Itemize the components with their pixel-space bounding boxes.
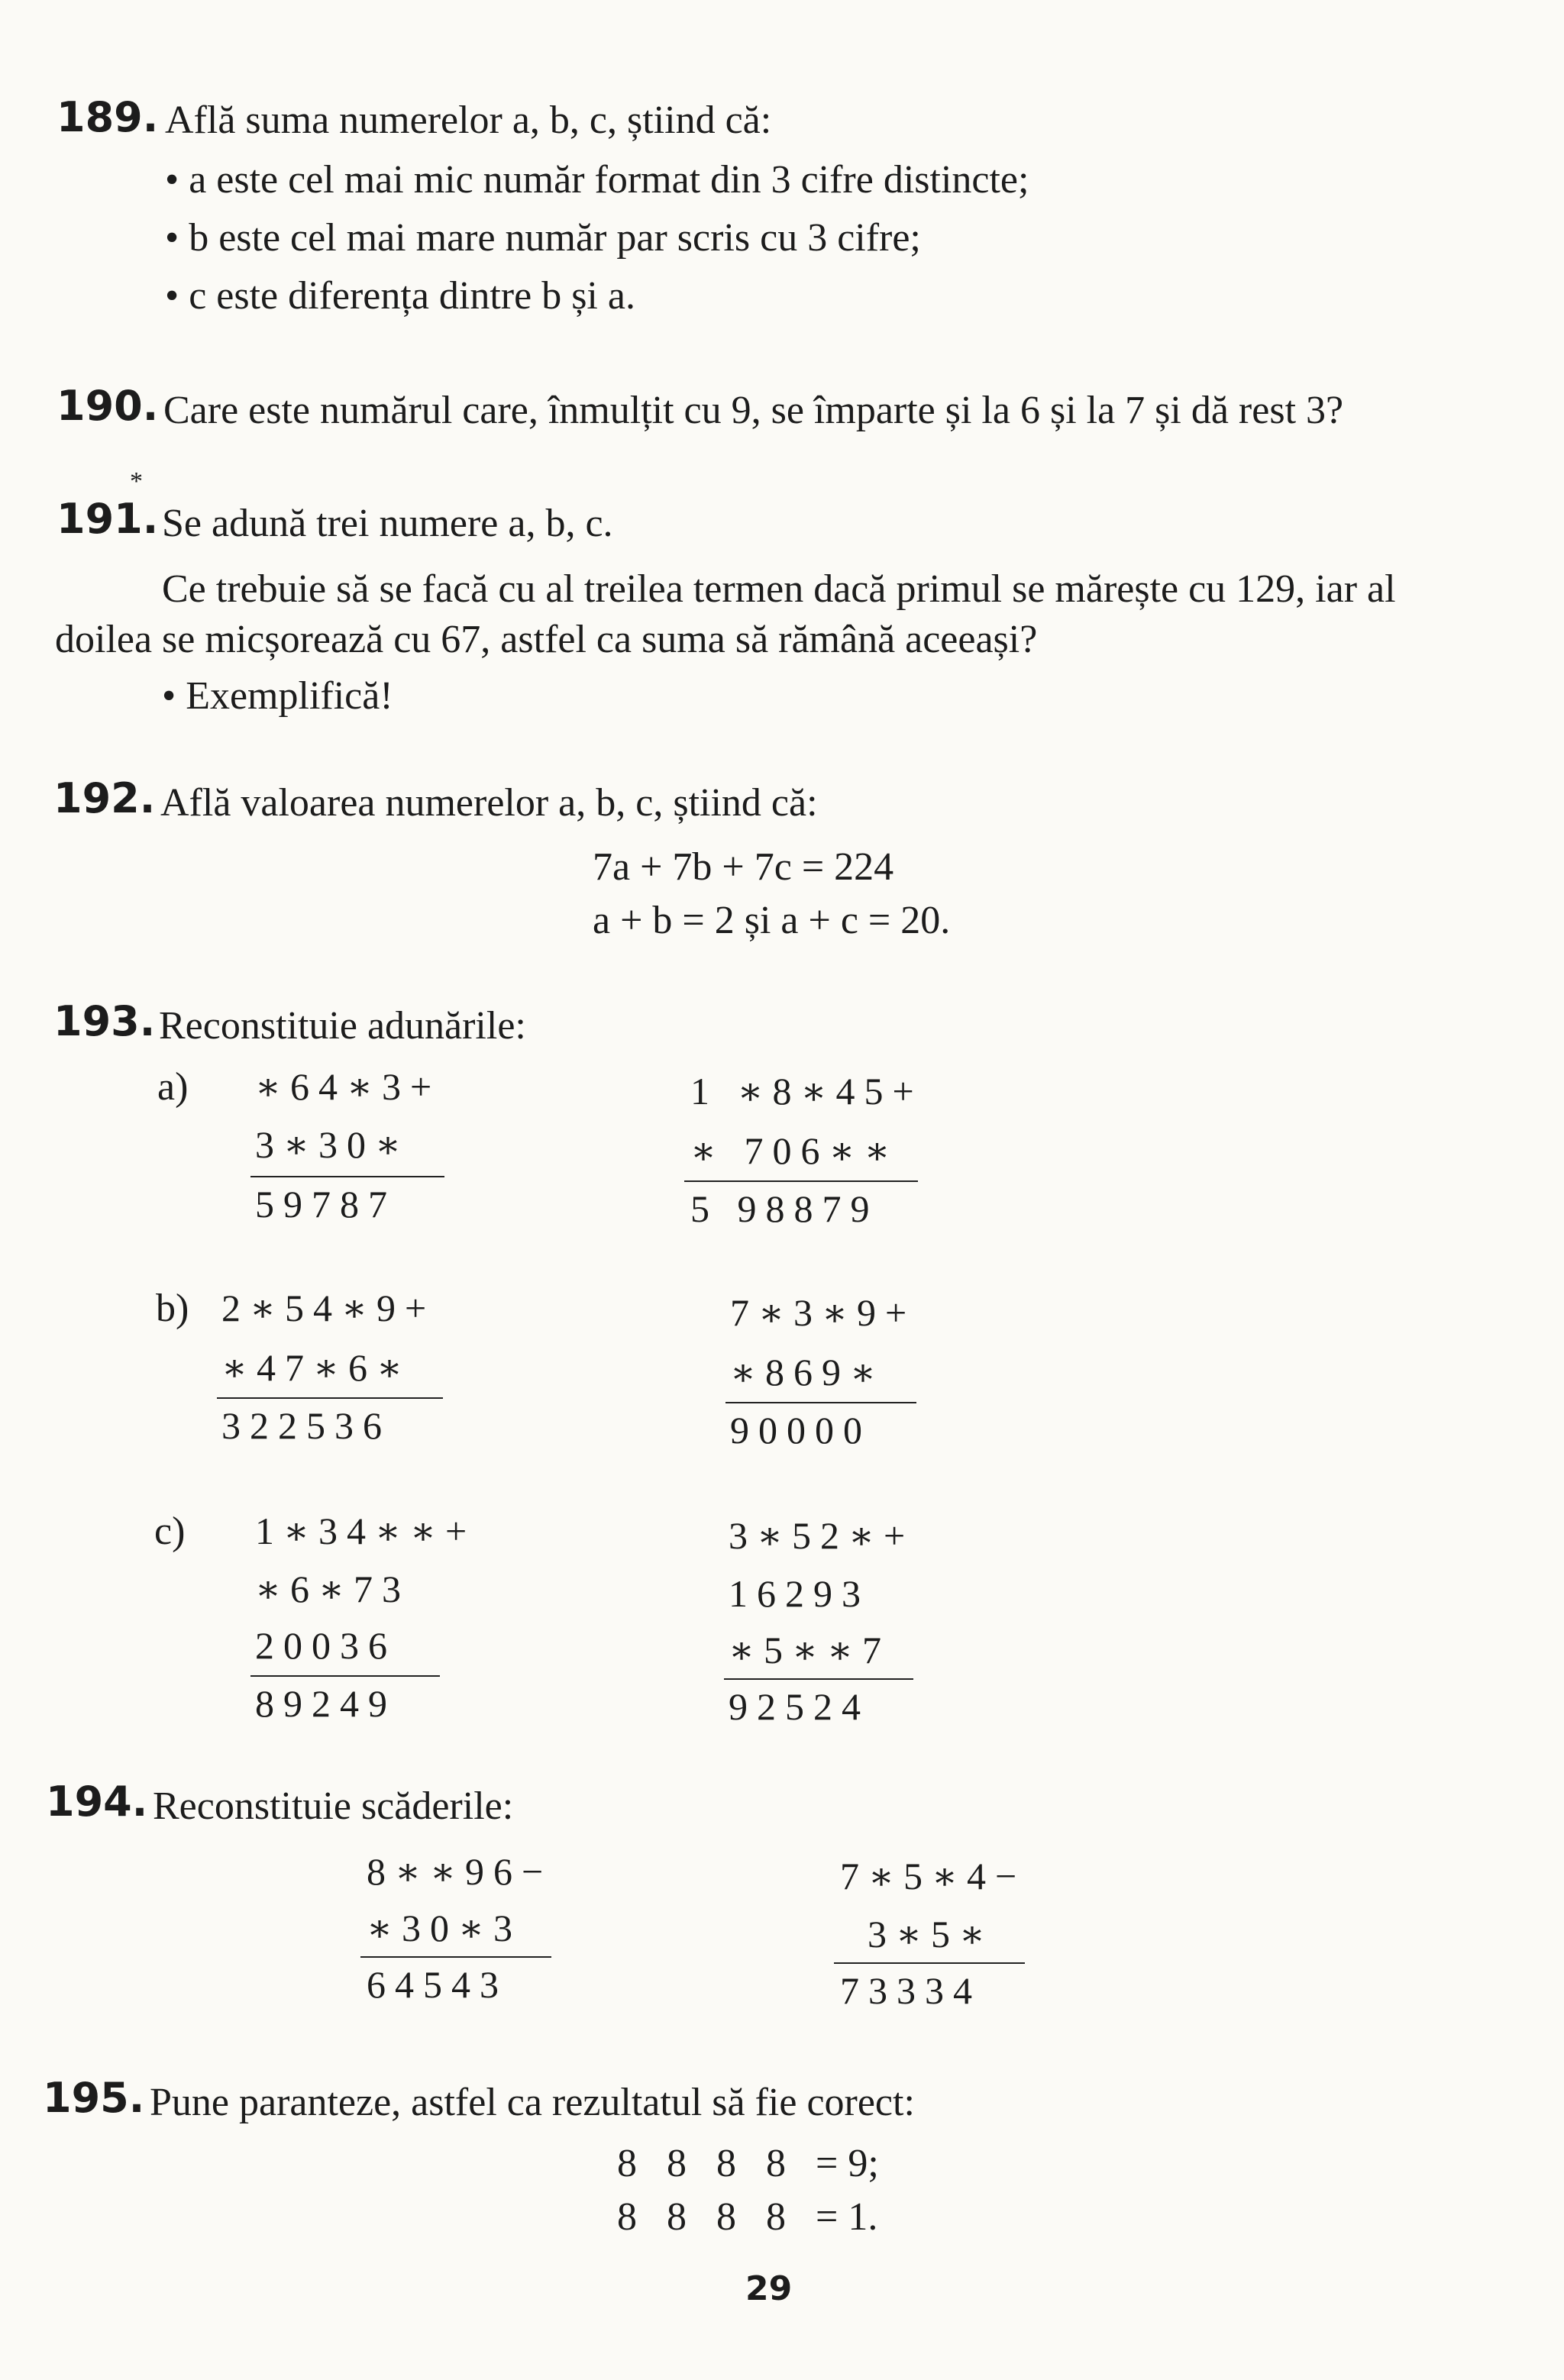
addition-a2-row2: ∗ 706∗∗ <box>690 1129 900 1172</box>
problem-189-intro: Află suma numerelor a, b, c, știind că: <box>165 98 772 142</box>
subtraction-2-row1: 7∗5∗4− <box>840 1855 1026 1897</box>
label-b: b) <box>156 1287 189 1330</box>
sum-line <box>724 1678 913 1680</box>
addition-c2-result: 92524 <box>729 1685 870 1728</box>
addition-b2-row2: ∗869∗ <box>730 1351 885 1393</box>
subtraction-2-row2: 3∗5∗ <box>868 1913 994 1955</box>
subtraction-2-result: 73334 <box>840 1969 981 2012</box>
problem-189-bullet-a: • a este cel mai mic număr format din 3 cifre distincte; <box>165 158 1029 202</box>
problem-191-line4: • Exemplifică! <box>162 674 393 718</box>
equation-row-2: 8 8 8 8 = 1. <box>617 2195 878 2239</box>
sum-line <box>250 1675 440 1677</box>
sum-line <box>684 1180 918 1182</box>
equation-1: 7a + 7b + 7c = 224 <box>593 845 894 889</box>
addition-c1-row2: ∗6∗73 <box>255 1568 410 1610</box>
page-number: 29 <box>745 2269 793 2308</box>
addition-a2-row1: 1 ∗8∗45+ <box>690 1070 923 1112</box>
addition-a2-result: 5 98879 <box>690 1187 879 1230</box>
addition-b1-row1: 2∗54∗9+ <box>221 1287 436 1329</box>
problem-191-line3: doilea se micșorează cu 67, astfel ca suma să rămână aceeași? <box>55 618 1038 661</box>
problem-193-text: Reconstituie adunările: <box>159 1004 526 1048</box>
addition-a1-row1: ∗64∗3+ <box>255 1065 441 1108</box>
addition-c2-row3: ∗5∗∗7 <box>729 1629 890 1671</box>
addition-b2-result: 90000 <box>730 1409 871 1452</box>
label-c: c) <box>154 1510 186 1553</box>
difference-line <box>360 1956 551 1958</box>
problem-192-text: Află valoarea numerelor a, b, c, știind că: <box>160 781 818 825</box>
equation-2: a + b = 2 și a + c = 20. <box>593 899 951 942</box>
subtraction-1-row1: 8∗∗96− <box>367 1850 553 1893</box>
subtraction-1-result: 64543 <box>367 1963 508 2006</box>
problem-number-195: 195. <box>43 2074 145 2122</box>
problem-number-191: 191. <box>57 495 159 543</box>
addition-c1-result: 89249 <box>255 1682 396 1725</box>
addition-a1-row2: 3∗30∗ <box>255 1123 410 1166</box>
addition-b1-row2: ∗47∗6∗ <box>221 1346 412 1389</box>
problem-195-text: Pune paranteze, astfel ca rezultatul să fie corect: <box>150 2081 915 2124</box>
equation-row-1: 8 8 8 8 = 9; <box>617 2142 879 2185</box>
problem-189-bullet-b: • b este cel mai mare număr par scris cu 3 cifre; <box>165 216 921 260</box>
addition-c2-row1: 3∗52∗+ <box>729 1514 915 1557</box>
problem-194-text: Reconstituie scăderile: <box>153 1784 514 1828</box>
problem-number-194: 194. <box>46 1778 148 1826</box>
label-a: a) <box>157 1065 189 1109</box>
addition-c2-row2: 16293 <box>729 1572 870 1615</box>
sum-line <box>217 1397 443 1399</box>
addition-a1-result: 59787 <box>255 1183 396 1226</box>
problem-number-190: 190. <box>57 382 159 430</box>
problem-number-189: 189. <box>57 93 159 141</box>
problem-number-193: 193. <box>53 997 156 1045</box>
problem-191-line1: Se adună trei numere a, b, c. <box>162 502 613 545</box>
subtraction-1-row2: ∗30∗3 <box>367 1907 522 1949</box>
problem-number-192: 192. <box>53 774 156 822</box>
problem-190-text: Care este numărul care, înmulțit cu 9, se împarte și la 6 și la 7 și dă rest 3? <box>163 389 1344 432</box>
addition-b1-result: 322536 <box>221 1404 391 1447</box>
difference-line <box>834 1962 1025 1964</box>
sum-line <box>250 1176 444 1177</box>
challenge-star: * <box>130 467 143 496</box>
problem-191-line2: Ce trebuie să se facă cu al treilea termen dacă primul se mărește cu 129, iar al <box>162 567 1396 611</box>
addition-c1-row3: 20036 <box>255 1624 396 1667</box>
sum-line <box>725 1402 916 1403</box>
addition-c1-row1: 1∗34∗∗+ <box>255 1510 477 1552</box>
addition-b2-row1: 7∗3∗9+ <box>730 1291 916 1334</box>
problem-189-bullet-c: • c este diferența dintre b și a. <box>165 274 635 318</box>
